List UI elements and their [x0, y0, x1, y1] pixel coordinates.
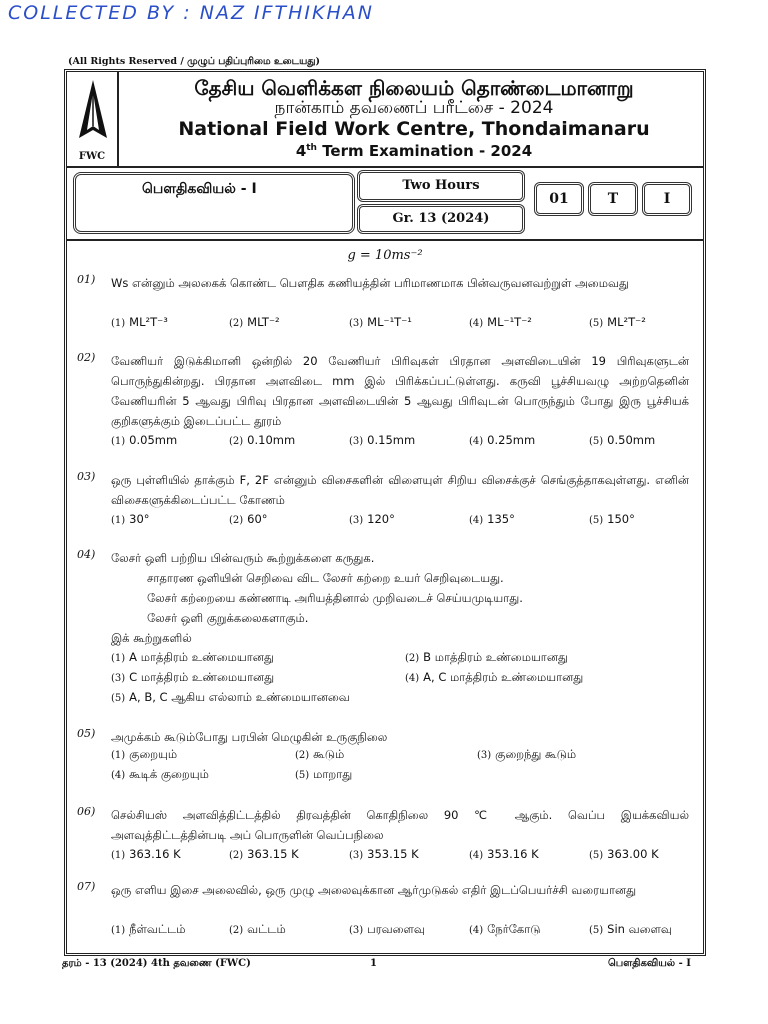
- logo-caption: FWC: [78, 151, 106, 162]
- answer-option: (4) 0.25mm: [469, 433, 536, 447]
- answer-option: (3) குறைந்து கூடும்: [477, 747, 577, 761]
- answer-option: (2) 363.15 K: [229, 847, 299, 861]
- subject-title: பௌதிகவியல் - I: [142, 181, 257, 197]
- header-divider: [67, 239, 703, 241]
- exam-name-english: 4th Term Examination - 2024: [295, 142, 533, 160]
- footer-grade: தரம் - 13 (2024) 4th தவணை (FWC): [62, 958, 251, 969]
- paper-code-box: I: [642, 182, 692, 216]
- answer-option: (2) வட்டம்: [229, 922, 286, 936]
- answer-option: (2) B மாத்திரம் உண்மையானது: [405, 650, 568, 664]
- question-number: 07): [77, 880, 96, 893]
- answer-option: (1) A மாத்திரம் உண்மையானது: [111, 650, 274, 664]
- answer-option: (4) A, C மாத்திரம் உண்மையானது: [405, 670, 584, 684]
- question-number: 02): [77, 351, 96, 364]
- page-number: 1: [370, 958, 377, 969]
- answer-option: (2) 60°: [229, 512, 268, 526]
- question-text: லேசர் ஒளி பற்றிய பின்வரும் கூற்றுக்களை கருதுக. சாதாரண ஒளியின் செறிவை விட லேசர் கற்றை உயர் செறிவுடையது. லேசர் கற்றையை கண்ணாடி அரியத்தினால் முறிவடைச் செய்யமுடியாது. லேசர் ஒளி குறுக்கலைகளாகும். இக் கூற்றுகளில்: [111, 548, 689, 648]
- question-number: 05): [77, 727, 96, 740]
- answer-option: (4) ML⁻¹T⁻²: [469, 315, 532, 329]
- statement-b: லேசர் கற்றையை கண்ணாடி அரியத்தினால் முறிவடைச் செய்யமுடியாது.: [147, 591, 523, 605]
- rights-notice: (All Rights Reserved / முழுப் பதிப்புரிமை உடையது): [68, 56, 321, 67]
- statement-c: லேசர் ஒளி குறுக்கலைகளாகும்.: [147, 611, 309, 625]
- answer-option: (1) 30°: [111, 512, 150, 526]
- answer-option: (4) கூடிக் குறையும்: [111, 767, 209, 781]
- answer-option: (3) 0.15mm: [349, 433, 416, 447]
- answer-option: (1) 363.16 K: [111, 847, 181, 861]
- question-text: Ws என்னும் அலகைக் கொண்ட பௌதிக கணியத்தின் பரிமாணமாக பின்வருவனவற்றுள் அமைவது: [111, 276, 629, 290]
- question-text: அமுக்கம் கூடும்போது பரபின் மெழுகின் உருகுநிலை: [111, 730, 388, 744]
- answer-option: (1) ML²T⁻³: [111, 315, 168, 329]
- answer-option: (5) 150°: [589, 512, 635, 526]
- grade-box: Gr. 13 (2024): [357, 204, 525, 234]
- answer-option: (2) கூடும்: [295, 747, 345, 761]
- answer-option: (3) பரவளைவு: [349, 922, 425, 936]
- answer-option: (3) 120°: [349, 512, 395, 526]
- exam-name-tamil: நான்காம் தவணைப் பரீட்சை - 2024: [274, 98, 554, 118]
- answer-option: (5) 363.00 K: [589, 847, 659, 861]
- answer-option: (5) 0.50mm: [589, 433, 656, 447]
- paper-code-box: T: [588, 182, 638, 216]
- question-number: 03): [77, 470, 96, 483]
- answer-option: (2) 0.10mm: [229, 433, 296, 447]
- question-text: ஒரு எளிய இசை அலைவில், ஒரு முழு அலைவுக்கான ஆர்முடுகல் எதிர் இடப்பெயர்ச்சி வரையானது: [111, 883, 637, 897]
- paper-header: [67, 72, 703, 168]
- question-number: 01): [77, 273, 96, 286]
- statement-a: சாதாரண ஒளியின் செறிவை விட லேசர் கற்றை உயர் செறிவுடையது.: [147, 571, 504, 585]
- answer-option: (3) 353.15 K: [349, 847, 419, 861]
- institute-name-tamil: தேசிய வெளிக்கள நிலையம் தொண்டைமானாறு: [194, 76, 634, 100]
- answer-option: (4) நேர்கோடு: [469, 922, 541, 936]
- answer-option: (2) MLT⁻²: [229, 315, 280, 329]
- collector-note: COLLECTED BY : NAZ IFTHIKHAN: [8, 2, 374, 24]
- gravity-constant: g = 10ms⁻²: [347, 248, 423, 263]
- answer-option: (4) 353.16 K: [469, 847, 539, 861]
- exam-paper: [64, 69, 706, 956]
- question-number: 06): [77, 805, 96, 818]
- institute-name-english: National Field Work Centre, Thondaimanaru: [178, 118, 650, 140]
- answer-option: (5) Sin வளைவு: [589, 922, 672, 936]
- answer-option: (3) ML⁻¹T⁻¹: [349, 315, 412, 329]
- question-text: வேணியர் இடுக்கிமானி ஒன்றில் 20 வேணியர் பிரிவுகள் பிரதான அளவிடையின் 19 பிரிவுகளுடன் பொருந்துகின்றது. பிரதான அளவிடை mm இல் பிரிக்கப்பட்டுள்ளது. கருவி பூச்சியவழு அற்றதெனின் வேணியரின் 5 ஆவது பிரிவு பிரதான அளவிடையின் 5 ஆவது பிரிவுடன் பொருந்தும் போது இரு பூச்சியக் குறிகளுக்கும் இடைப்பட்ட தூரம்: [111, 354, 689, 428]
- answer-option: (1) 0.05mm: [111, 433, 178, 447]
- fwc-logo: [67, 72, 119, 166]
- answer-option: (5) மாறாது: [295, 767, 353, 781]
- question-number: 04): [77, 548, 96, 561]
- pen-nib-icon: [77, 78, 109, 148]
- answer-option: (5) A, B, C ஆகிய எல்லாம் உண்மையானவை: [111, 690, 350, 704]
- answer-option: (1) நீள்வட்டம்: [111, 922, 186, 936]
- question-text: ஒரு புள்ளியில் தாக்கும் F, 2F என்னும் விசைகளின் விளையுள் சிறிய விசைக்குச் செங்குத்தாகவுள்ளது. எனின் விசைகளுக்கிடைப்பட்ட கோணம்: [111, 473, 689, 507]
- duration-box: Two Hours: [357, 170, 525, 202]
- answer-option: (3) C மாத்திரம் உண்மையானது: [111, 670, 275, 684]
- footer-subject: பௌதிகவியல் - I: [608, 958, 691, 969]
- question-text: செல்சியஸ் அளவித்திட்டத்தில் திரவத்தின் கொதிநிலை 90 ℃ ஆகும். வெப்ப இயக்கவியல் அளவுத்திட்டத்தின்படி அப் பொருளின் வெப்பநிலை: [111, 808, 689, 842]
- subject-box: [73, 172, 355, 234]
- answer-option: (4) 135°: [469, 512, 515, 526]
- answer-option: (5) ML²T⁻²: [589, 315, 646, 329]
- question-stem: இக் கூற்றுகளில்: [111, 631, 192, 645]
- paper-code-box: 01: [534, 182, 584, 216]
- answer-option: (1) குறையும்: [111, 747, 178, 761]
